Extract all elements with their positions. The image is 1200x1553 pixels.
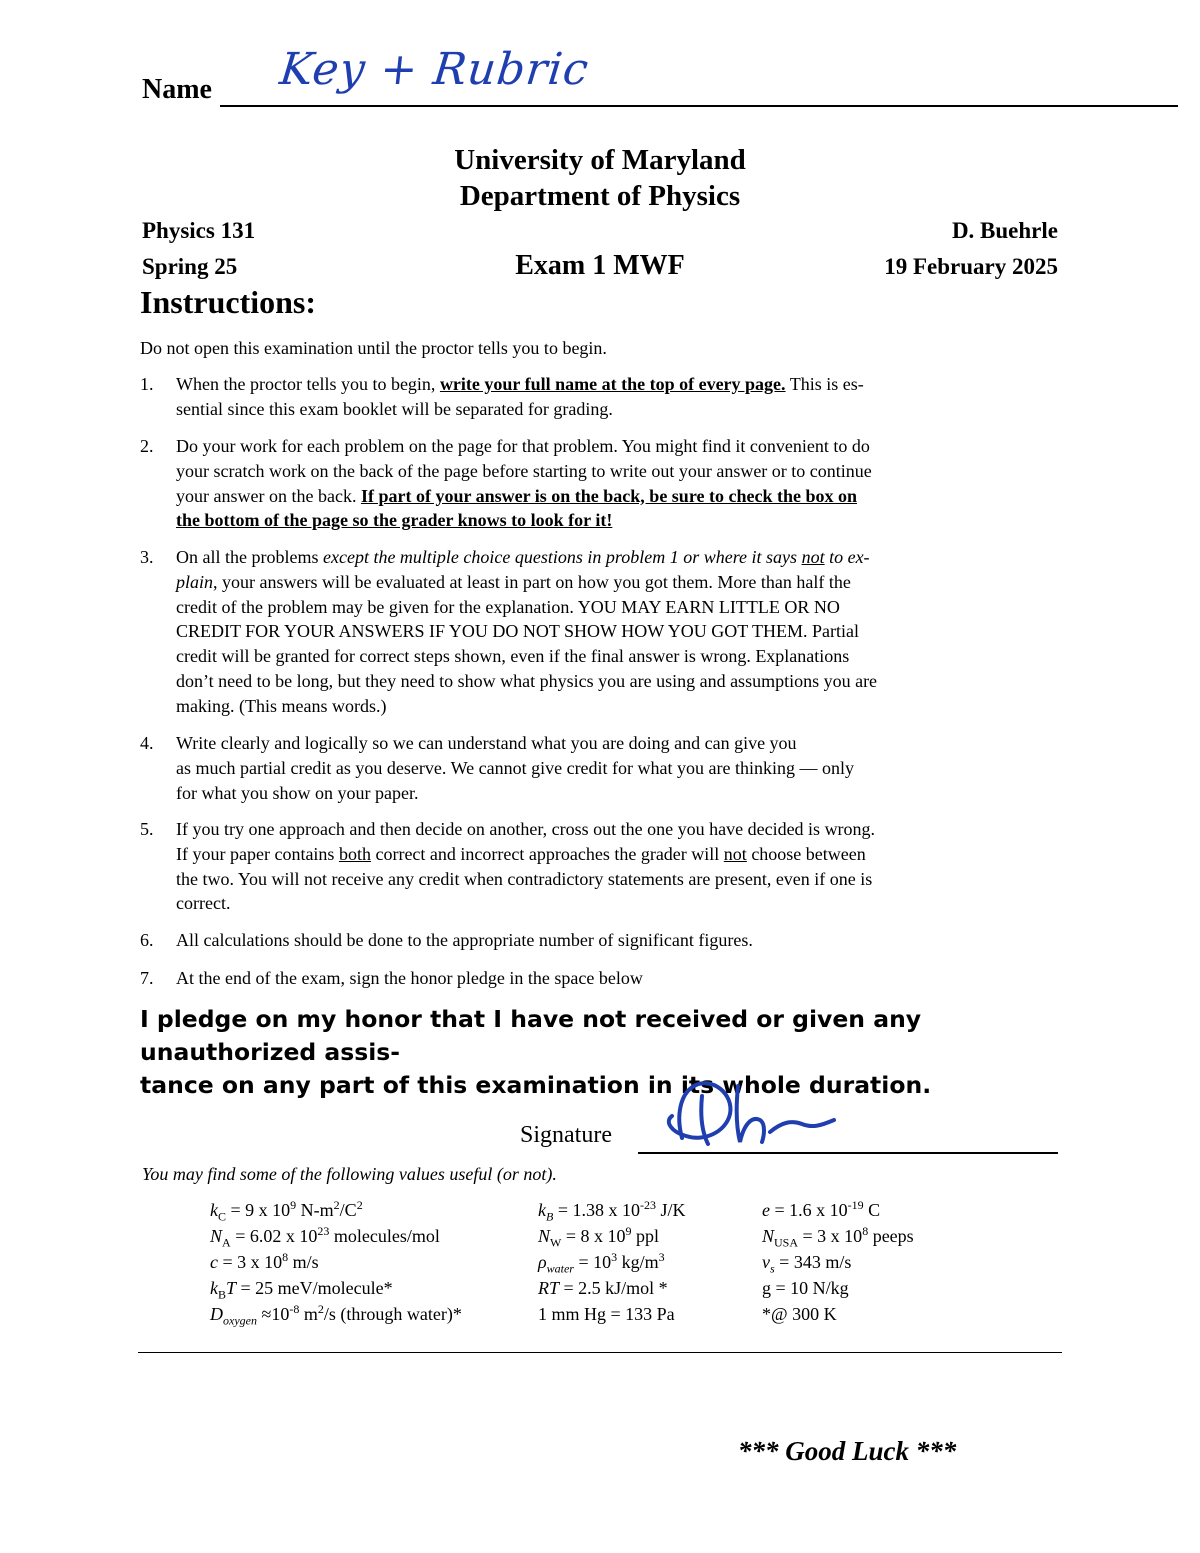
item-text: On all the problems xyxy=(176,547,323,567)
constant-footnote: *@ 300 K xyxy=(762,1304,837,1324)
handwritten-signature-icon xyxy=(642,1076,842,1156)
item-text: credit of the problem may be given for the explanation. YOU MAY EARN LITTLE OR NO xyxy=(176,596,840,617)
instruction-item-7 xyxy=(140,966,1030,991)
honor-pledge xyxy=(140,1003,1065,1102)
item-number: 2. xyxy=(140,436,154,456)
item-text: choose between xyxy=(746,843,866,864)
item-number: 1. xyxy=(140,374,154,394)
constant-avogadro: $N_A = 6.02$ x $10^{23}$ molecules/mol xyxy=(210,1224,440,1250)
course-name: Physics 131 xyxy=(142,218,256,243)
signature-label: Signature xyxy=(520,1122,612,1148)
name-label: Name xyxy=(142,74,212,105)
item-emphasis: If part of your answer is on the back, be sure to check the box on xyxy=(360,485,857,506)
item-number: 7. xyxy=(140,968,154,988)
instruction-item-3 xyxy=(140,545,1030,719)
item-text: making. (This means words.) xyxy=(176,695,387,716)
item-emphasis: the bottom of the page so the grader knows to look for it! xyxy=(176,510,613,531)
item-text: your answer on the back. xyxy=(176,485,361,506)
good-luck: *** Good Luck *** xyxy=(738,1436,957,1466)
item-underlined: not xyxy=(723,843,747,864)
item-text: your scratch work on the back of the page before starting to write out your answer or to continue xyxy=(176,460,872,481)
item-text: the two. You will not receive any credit when contradictory statements are present, even if one is xyxy=(176,868,873,889)
constant-oxygen-diffusion: $D_{oxygen} \approx 10^{-8}$ $m^2/s$ (through water)* xyxy=(210,1302,462,1328)
item-text: , your answers will be evaluated at least in part on how you got them. More than half the xyxy=(213,571,851,592)
item-text: CREDIT FOR YOUR ANSWERS IF YOU DO NOT SHOW HOW YOU GOT THEM. Partial xyxy=(176,621,860,642)
item-italic: except the multiple choice questions in problem 1 or where it says xyxy=(322,547,802,567)
item-text: If you try one approach and then decide on another, cross out the one you have decided is wrong. xyxy=(176,819,876,839)
item-italic: to ex- xyxy=(824,547,870,567)
constant-boltzmann: $k_B = 1.38$ x $10^{-23}$ J/K xyxy=(538,1198,686,1224)
item-number: 5. xyxy=(140,819,154,839)
item-text: When the proctor tells you to begin, xyxy=(176,374,440,394)
pledge-line: I pledge on my honor that I have not received or given any unauthorized assis- xyxy=(140,1005,922,1066)
signature-field[interactable] xyxy=(520,1116,1060,1166)
item-number: 3. xyxy=(140,547,154,567)
instruction-item-4 xyxy=(140,731,1030,805)
instruction-item-5 xyxy=(140,817,1030,916)
item-text: At the end of the exam, sign the honor pledge in the space below xyxy=(176,968,643,988)
item-number: 6. xyxy=(140,930,154,950)
instruction-item-1 xyxy=(140,372,1030,422)
constant-speed-of-light: c = 3 x $10^8$ m/s xyxy=(210,1250,319,1272)
constant-kbt: $k_BT = 25$ meV/molecule* xyxy=(210,1278,393,1302)
constant-world-population: $N_W = 8$ x $10^9$ ppl xyxy=(538,1224,660,1250)
item-text: Write clearly and logically so we can understand what you are doing and can give you xyxy=(176,733,797,753)
constant-usa-population: $N_{USA} = 3$ x $10^8$ peeps xyxy=(762,1224,914,1250)
item-text: correct and incorrect approaches the grader will xyxy=(370,843,724,864)
item-text: Do your work for each problem on the page for that problem. You might find it convenient to do xyxy=(176,436,870,456)
item-italic: plain xyxy=(176,571,214,592)
item-text: as much partial credit as you deserve. We cannot give credit for what you are thinking — only xyxy=(176,757,855,778)
handwritten-name: Key + Rubric xyxy=(277,44,592,95)
exam-title: Exam 1 MWF xyxy=(515,250,685,281)
item-text: All calculations should be done to the appropriate number of significant figures. xyxy=(176,930,753,950)
useful-values-note: You may find some of the following values useful (or not). xyxy=(142,1164,557,1184)
name-field[interactable] xyxy=(142,44,1042,112)
constant-coulomb: $k_C = 9$ x $10^9$ $N-m^2/C^2$ xyxy=(210,1198,363,1224)
constant-water-density: $\rho_{water} = 10^3$ $kg/m^3$ xyxy=(538,1250,665,1276)
instruction-item-2 xyxy=(140,434,1030,533)
item-text: don’t need to be long, but they need to show what physics you are using and assumptions you are xyxy=(176,670,878,691)
constant-speed-of-sound: $v_s = 343$ m/s xyxy=(762,1252,852,1276)
constant-rt: RT = 2.5 kJ/mol * xyxy=(538,1278,668,1298)
instruction-item-6 xyxy=(140,928,1030,953)
term: Spring 25 xyxy=(142,254,238,279)
divider xyxy=(138,1352,1062,1353)
item-underlined: both xyxy=(338,843,371,864)
item-text: sential since this exam booklet will be separated for grading. xyxy=(176,398,613,419)
item-text: credit will be granted for correct steps shown, even if the final answer is wrong. Explanations xyxy=(176,646,850,667)
department-name: Department of Physics xyxy=(459,180,741,212)
item-emphasis: write your full name at the top of every page. xyxy=(439,374,786,394)
constant-mmhg: 1 mm Hg = 133 Pa xyxy=(538,1304,675,1324)
item-number: 4. xyxy=(140,733,154,753)
instructions-intro: Do not open this examination until the proctor tells you to begin. xyxy=(140,338,607,358)
item-text: for what you show on your paper. xyxy=(176,782,419,803)
item-text: correct. xyxy=(176,893,231,914)
item-italic-underlined: not xyxy=(801,547,825,567)
instructor: D. Buehrle xyxy=(951,218,1058,243)
item-text: This is es- xyxy=(785,374,864,394)
exam-date: 19 February 2025 xyxy=(884,254,1058,279)
instructions-heading: Instructions: xyxy=(140,284,317,320)
item-text: If your paper contains xyxy=(176,843,339,864)
pledge-line: tance on any part of this examination in its whole duration. xyxy=(140,1071,932,1099)
name-underline xyxy=(220,105,1178,107)
constant-electron-charge: e = 1.6 x $10^{-19}$ C xyxy=(762,1198,881,1220)
constant-gravity: g = 10 N/kg xyxy=(762,1278,849,1298)
university-name: University of Maryland xyxy=(454,144,746,176)
